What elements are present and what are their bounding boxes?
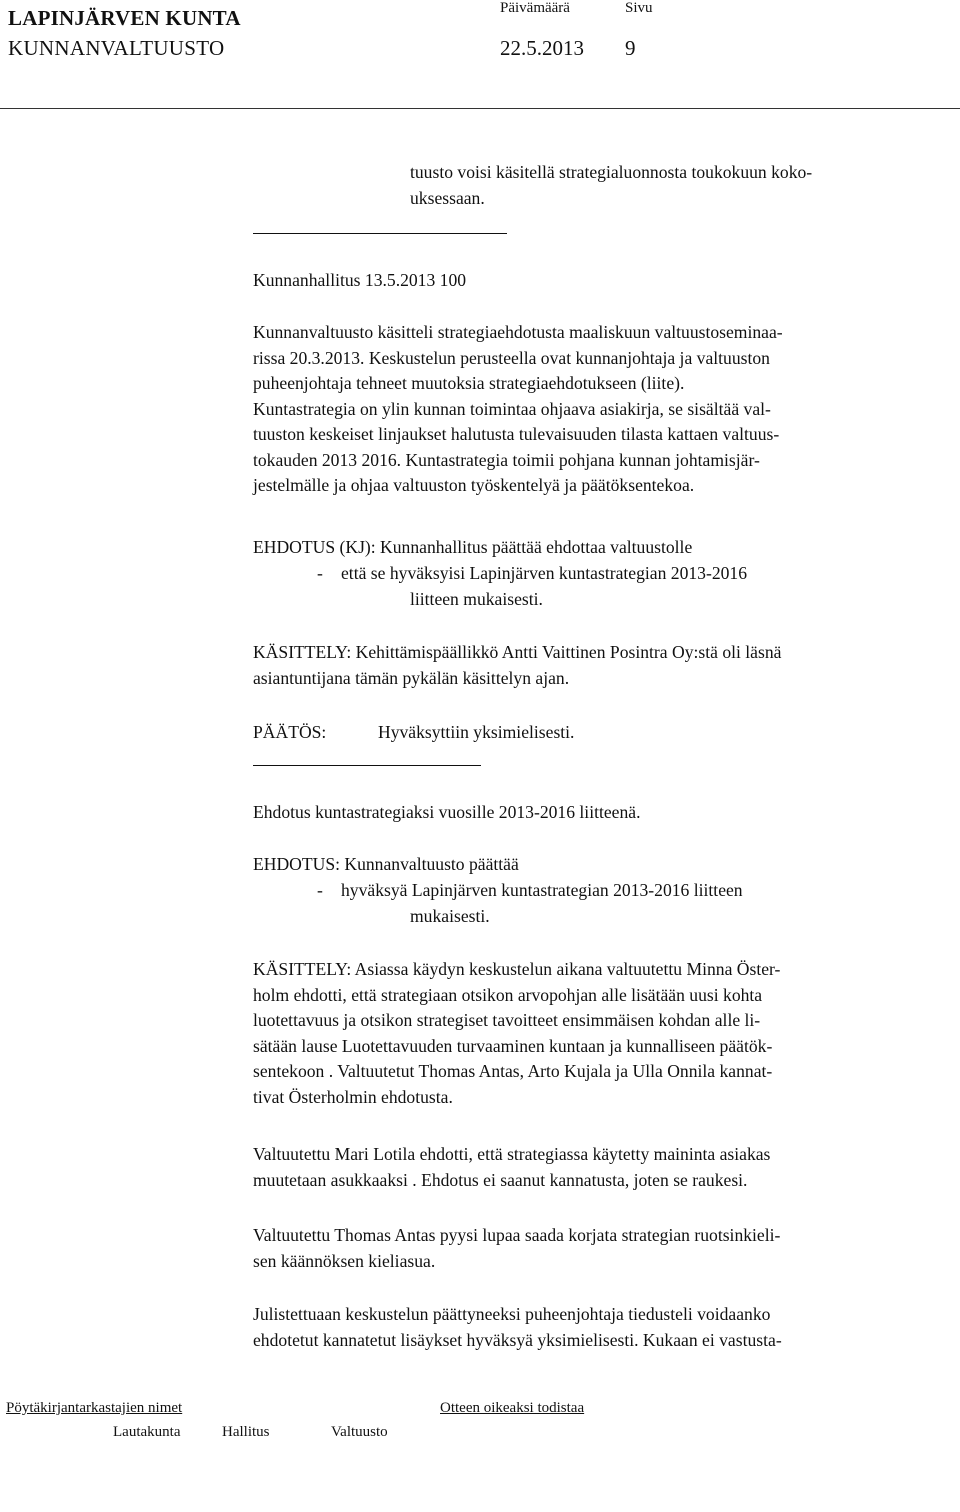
organization-name: LAPINJÄRVEN KUNTA [8,6,241,30]
list-dash: - [317,880,323,900]
text-line: ehdotetut kannatetut lisäykset hyväksyä yksimielisesti. Kukaan ei vastusta- [253,1329,782,1350]
board-text [253,320,958,499]
council-handling [253,957,958,1110]
text-line: rissa 20.3.2013. Keskustelun perusteella ovat kunnanjohtaja ja valtuuston [253,347,770,368]
text-line: Valtuutettu Mari Lotila ehdotti, että strategiassa käytetty maininta asiakas [253,1144,771,1164]
text-line: Valtuutettu Thomas Antas pyysi lupaa saada korjata strategian ruotsinkieli- [253,1225,781,1245]
text-line: jestelmälle ja ohjaa valtuuston työskentelyä ja päätöksentekoa. [253,475,695,495]
text-line: sen käännöksen kieliasua. [253,1250,436,1271]
section-separator [253,765,481,766]
page-number: 9 [625,36,636,60]
text-line: tuusto voisi käsitellä strategialuonnosta toukokuun koko- [410,162,813,182]
text-line: tivat Österholmin ehdotusta. [253,1086,453,1107]
text-line: muutetaan asukkaaksi . Ehdotus ei saanut kannatusta, joten se raukesi. [253,1169,748,1190]
text-line: puheenjohtaja tehneet muutoksia strategiaehdotukseen (liite). [253,373,685,393]
board-decision-text: Hyväksyttiin yksimielisesti. [378,722,575,742]
header-divider [0,108,960,109]
footer-body-valtuusto: Valtuusto [331,1424,388,1440]
antas-paragraph [253,1223,958,1274]
certified-label: Otteen oikeaksi todistaa [440,1400,585,1416]
intro-paragraph [410,160,958,211]
proposal-text: hyväksyä Lapinjärven kuntastrategian 2013-2016 liitteen [341,880,743,900]
issuing-body: KUNNANVALTUUSTO [8,36,225,60]
text-line: Kunnanvaltuusto käsitteli strategiaehdotusta maaliskuun valtuustoseminaa- [253,322,783,342]
board-decision-label: PÄÄTÖS: [253,722,327,742]
text-line: sätään lause Luotettavuuden turvaaminen kuntaan ja kunnalliseen päätök- [253,1035,773,1056]
text-line: holm ehdotti, että strategiaan otsikon arvopohjan alle lisätään uusi kohta [253,984,763,1005]
meeting-date: 22.5.2013 [500,36,584,60]
board-handling [253,640,958,691]
text-line: asiantuntijana tämän pykälän käsittelyn ajan. [253,667,570,688]
proposal-text-cont: mukaisesti. [410,906,490,926]
board-meeting-heading: Kunnanhallitus 13.5.2013 100 [253,270,467,290]
text-line: uksessaan. [410,187,485,208]
closing-paragraph [253,1302,958,1353]
text-line: Kuntastrategia on ylin kunnan toimintaa ohjaava asiakirja, se sisältää val- [253,398,771,419]
text-line: KÄSITTELY: Kehittämispäällikkö Antti Vaittinen Posintra Oy:stä oli läsnä [253,642,782,662]
text-line: Julistettuaan keskustelun päättyneeksi puheenjohtaja tiedusteli voidaanko [253,1304,771,1324]
text-line: KÄSITTELY: Asiassa käydyn keskustelun aikana valtuutettu Minna Öster- [253,959,781,979]
council-proposal-item [253,878,958,904]
text-line: tokauden 2013 2016. Kuntastrategia toimii pohjana kunnan johtamisjär- [253,449,760,470]
text-line: tuuston keskeiset linjaukset halutusta tulevaisuuden tilasta kattaen valtuus- [253,424,780,444]
list-dash: - [317,563,323,583]
text-line: sentekoon . Valtuutetut Thomas Antas, Arto Kujala ja Ulla Onnila kannat- [253,1061,773,1081]
council-proposal-intro: EHDOTUS: Kunnanvaltuusto päättää [253,854,519,874]
page-label: Sivu [625,0,653,16]
section-separator [253,233,507,234]
checkers-label: Pöytäkirjantarkastajien nimet [6,1400,183,1416]
footer-body-lautakunta: Lautakunta [113,1424,181,1440]
text-line: luotettavuus ja otsikon strategiset tavoitteet ensimmäisen kohdan alle li- [253,1010,761,1030]
board-proposal-intro: EHDOTUS (KJ): Kunnanhallitus päättää ehdottaa valtuustolle [253,537,693,557]
proposal-text: että se hyväksyisi Lapinjärven kuntastrategian 2013-2016 [341,563,748,583]
footer-body-hallitus: Hallitus [222,1424,270,1440]
attachment-note: Ehdotus kuntastrategiaksi vuosille 2013-2016 liitteenä. [253,802,641,822]
lotila-paragraph [253,1142,958,1193]
proposal-text-cont: liitteen mukaisesti. [410,589,543,609]
date-label: Päivämäärä [500,0,570,16]
board-proposal-item [253,561,958,587]
